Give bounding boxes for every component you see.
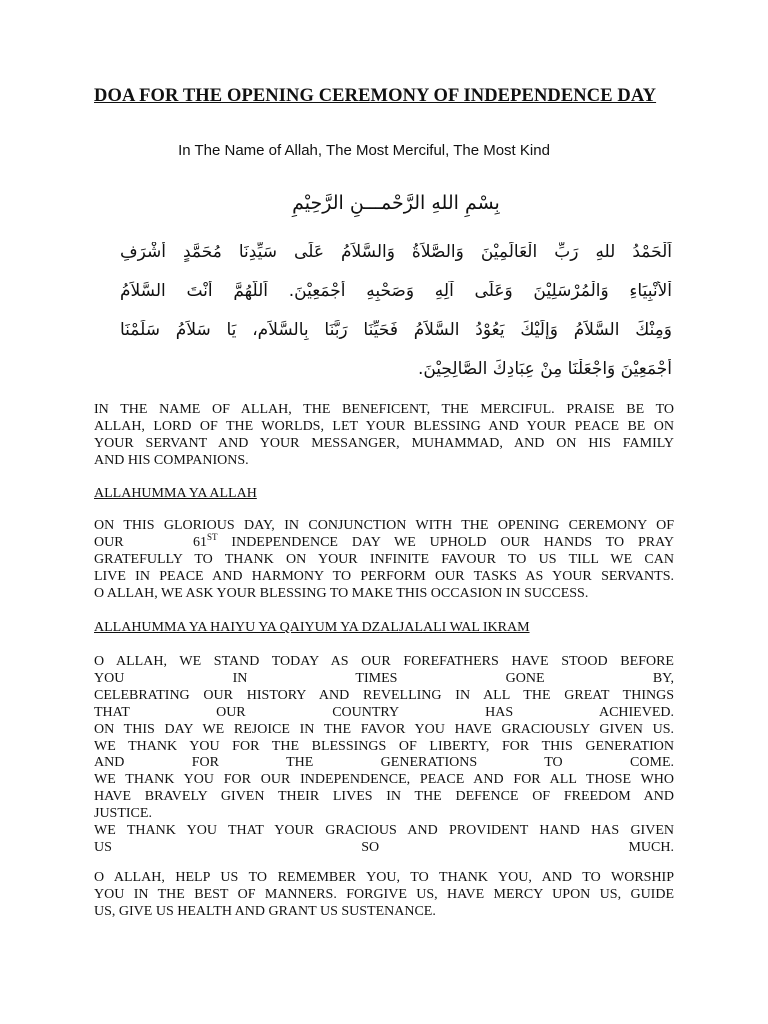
ordinal-number: 61 bbox=[193, 534, 208, 550]
arabic-line-1: اَلْحَمْدُ للهِ رَبِّ الْعَالَمِيْنَ وَالصَّلاَةُ وَالسَّلاَمُ عَلَى سَيِّدِنَا مُحَمَّدٍ أَشْرَفِ bbox=[120, 242, 672, 262]
translation-paragraph bbox=[94, 402, 674, 470]
document-subtitle: In The Name of Allah, The Most Merciful, The Most Kind bbox=[178, 142, 550, 159]
arabic-prayer-block bbox=[120, 192, 672, 392]
paragraph-line: O ALLAH, WE STAND TODAY AS OUR FOREFATHERS HAVE STOOD BEFORE bbox=[94, 654, 674, 669]
word-our: OUR bbox=[94, 534, 124, 550]
paragraph-line: JUSTICE. bbox=[94, 806, 152, 822]
line-remainder: INDEPENDENCE DAY WE UPHOLD OUR HANDS TO PRAY bbox=[231, 534, 675, 550]
paragraph-line: GRATEFULLY TO THANK ON YOUR INFINITE FAVOUR TO US TILL WE CAN bbox=[94, 551, 674, 567]
thanksgiving-paragraph bbox=[94, 654, 674, 857]
paragraph-line: WE THANK YOU THAT YOUR GRACIOUS AND PROVIDENT HAND HAS GIVEN bbox=[94, 823, 674, 839]
document-title: DOA FOR THE OPENING CEREMONY OF INDEPENDENCE DAY bbox=[94, 86, 657, 106]
arabic-line-4: أَجْمَعِيْنَ وَاجْعَلْنَا مِنْ عِبَادِكَ الصَّالِحِيْنَ. bbox=[417, 359, 672, 379]
closing-paragraph bbox=[94, 870, 674, 921]
arabic-line-3: وَمِنْكَ السَّلاَمُ وَإِلَيْكَ يَعُوْدُ السَّلاَمُ فَحَيِّنَا رَبَّنَا بِالسَّلاَمِ، يَا سَلاَمُ سَلِّمْنَا bbox=[120, 320, 672, 340]
paragraph-line: HAVE BRAVELY GIVEN THEIR LIVES IN THE DEFENCE OF FREEDOM AND bbox=[94, 789, 674, 805]
paragraph-line: WE THANK YOU FOR THE BLESSINGS OF LIBERTY, FOR THIS GENERATION bbox=[94, 738, 674, 754]
paragraph-line: THAT OUR COUNTRY HAS ACHIEVED. bbox=[94, 704, 674, 720]
ordinal-suffix: ST bbox=[207, 531, 218, 542]
paragraph-line: O ALLAH, HELP US TO REMEMBER YOU, TO THANK YOU, AND TO WORSHIP bbox=[94, 870, 674, 885]
paragraph-line: YOU IN TIMES GONE BY, bbox=[94, 670, 674, 686]
paragraph-line: IN THE NAME OF ALLAH, THE BENEFICENT, THE MERCIFUL. PRAISE BE TO bbox=[94, 402, 674, 417]
arabic-basmala: بِسْمِ اللهِ الرَّحْمـــنِ الرَّحِيْمِ bbox=[292, 192, 500, 214]
paragraph-line bbox=[94, 531, 675, 552]
paragraph-line: US, GIVE US HEALTH AND GRANT US SUSTENANCE. bbox=[94, 903, 436, 919]
paragraph-line: WE THANK YOU FOR OUR INDEPENDENCE, PEACE AND FOR ALL THOSE WHO bbox=[94, 772, 674, 788]
paragraph-line: LIVE IN PEACE AND HARMONY TO PERFORM OUR TASKS AS YOUR SERVANTS. bbox=[94, 568, 674, 584]
paragraph-line: US SO MUCH. bbox=[94, 839, 674, 855]
paragraph-line: ALLAH, LORD OF THE WORLDS, LET YOUR BLESSING AND YOUR PEACE BE ON bbox=[94, 418, 674, 434]
arabic-line-2: اْلأَنْبِيَاءِ وَالْمُرْسَلِيْنَ وَعَلَى آلِهِ وَصَحْبِهِ أَجْمَعِيْنَ. اَللّهُمَّ أَنْتَ السَّلاَمُ bbox=[120, 281, 672, 301]
paragraph-line: YOUR SERVANT AND YOUR MESSANGER, MUHAMMAD, AND ON HIS FAMILY bbox=[94, 435, 674, 451]
section-heading-ya-allah: ALLAHUMMA YA ALLAH bbox=[94, 486, 257, 501]
paragraph-line: ON THIS GLORIOUS DAY, IN CONJUNCTION WITH THE OPENING CEREMONY OF bbox=[94, 518, 674, 533]
paragraph-line: YOU IN THE BEST OF MANNERS. FORGIVE US, HAVE MERCY UPON US, GUIDE bbox=[94, 886, 674, 902]
section-heading-ya-haiyu: ALLAHUMMA YA HAIYU YA QAIYUM YA DZALJALALI WAL IKRAM bbox=[94, 620, 530, 635]
opening-paragraph bbox=[94, 518, 674, 603]
paragraph-line: ON THIS DAY WE REJOICE IN THE FAVOR YOU HAVE GRACIOUSLY GIVEN US. bbox=[94, 721, 674, 737]
paragraph-line: AND FOR THE GENERATIONS TO COME. bbox=[94, 755, 674, 771]
paragraph-line: CELEBRATING OUR HISTORY AND REVELLING IN ALL THE GREAT THINGS bbox=[94, 687, 674, 703]
paragraph-line: O ALLAH, WE ASK YOUR BLESSING TO MAKE THIS OCCASION IN SUCCESS. bbox=[94, 585, 589, 601]
paragraph-line: AND HIS COMPANIONS. bbox=[94, 452, 249, 468]
